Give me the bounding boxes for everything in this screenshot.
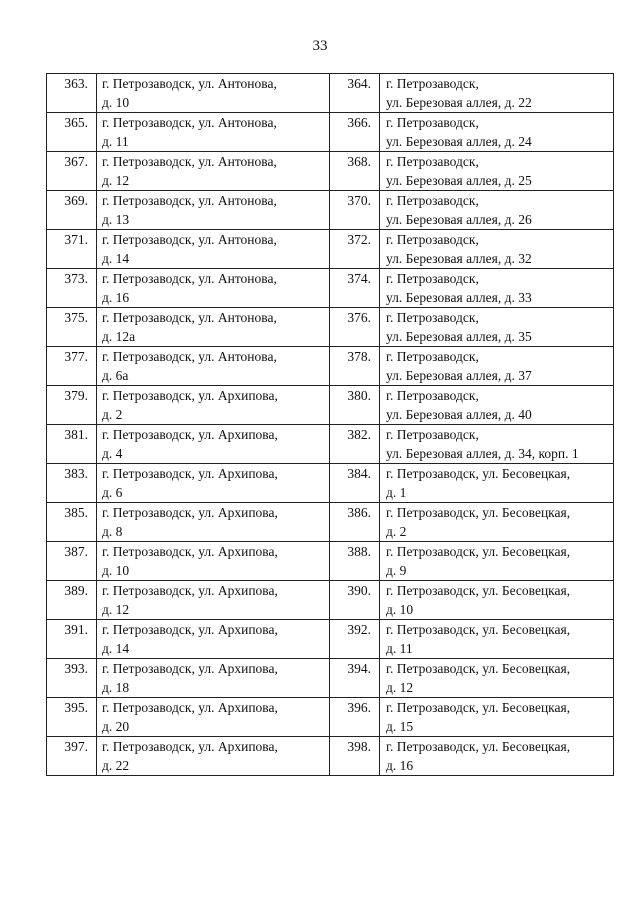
address-cell <box>380 74 614 113</box>
address-line1: г. Петрозаводск, ул. Бесовецкая, <box>386 661 571 676</box>
address-line2: д. 1 <box>386 485 407 500</box>
address-line2: ул. Березовая аллея, д. 22 <box>386 95 532 110</box>
address-line1: г. Петрозаводск, ул. Антонова, <box>102 232 277 247</box>
address-line2: ул. Березовая аллея, д. 37 <box>386 368 532 383</box>
entry-number: 394. <box>330 659 380 698</box>
entry-number: 382. <box>330 425 380 464</box>
address-line1: г. Петрозаводск, <box>386 271 479 286</box>
address-line2: д. 10 <box>102 563 130 578</box>
entry-number: 370. <box>330 191 380 230</box>
table-row <box>47 152 614 191</box>
entry-number: 388. <box>330 542 380 581</box>
entry-number: 383. <box>47 464 97 503</box>
address-line2: д. 14 <box>102 641 130 656</box>
address-line1: г. Петрозаводск, ул. Антонова, <box>102 349 277 364</box>
address-line2: д. 12 <box>102 602 130 617</box>
entry-number: 393. <box>47 659 97 698</box>
entry-number: 369. <box>47 191 97 230</box>
entry-number: 386. <box>330 503 380 542</box>
address-cell <box>97 113 330 152</box>
address-cell <box>97 308 330 347</box>
entry-number: 377. <box>47 347 97 386</box>
entry-number: 391. <box>47 620 97 659</box>
address-line1: г. Петрозаводск, ул. Антонова, <box>102 193 277 208</box>
address-line2: д. 13 <box>102 212 130 227</box>
address-cell <box>97 347 330 386</box>
address-cell <box>380 347 614 386</box>
address-cell <box>97 581 330 620</box>
table-row <box>47 737 614 776</box>
address-line1: г. Петрозаводск, ул. Бесовецкая, <box>386 700 571 715</box>
table-row <box>47 113 614 152</box>
address-line1: г. Петрозаводск, ул. Архипова, <box>102 505 278 520</box>
address-table-body <box>47 74 614 776</box>
address-line1: г. Петрозаводск, ул. Антонова, <box>102 115 277 130</box>
entry-number: 368. <box>330 152 380 191</box>
entry-number: 375. <box>47 308 97 347</box>
address-line1: г. Петрозаводск, ул. Бесовецкая, <box>386 583 571 598</box>
table-row <box>47 620 614 659</box>
address-line2: д. 6а <box>102 368 129 383</box>
address-cell <box>380 308 614 347</box>
address-cell <box>97 191 330 230</box>
address-line1: г. Петрозаводск, ул. Антонова, <box>102 271 277 286</box>
address-line2: д. 16 <box>386 758 414 773</box>
address-cell <box>97 503 330 542</box>
address-line1: г. Петрозаводск, <box>386 310 479 325</box>
address-line2: ул. Березовая аллея, д. 40 <box>386 407 532 422</box>
address-cell <box>97 620 330 659</box>
entry-number: 365. <box>47 113 97 152</box>
address-cell <box>97 152 330 191</box>
address-line2: ул. Березовая аллея, д. 32 <box>386 251 532 266</box>
table-row <box>47 386 614 425</box>
address-cell <box>380 620 614 659</box>
table-row <box>47 425 614 464</box>
address-cell <box>380 230 614 269</box>
address-line1: г. Петрозаводск, <box>386 193 479 208</box>
address-line1: г. Петрозаводск, ул. Архипова, <box>102 622 278 637</box>
address-line1: г. Петрозаводск, ул. Бесовецкая, <box>386 622 571 637</box>
address-line1: г. Петрозаводск, ул. Архипова, <box>102 388 278 403</box>
entry-number: 384. <box>330 464 380 503</box>
address-line1: г. Петрозаводск, ул. Бесовецкая, <box>386 505 571 520</box>
entry-number: 380. <box>330 386 380 425</box>
address-line2: ул. Березовая аллея, д. 33 <box>386 290 532 305</box>
address-line2: д. 18 <box>102 680 130 695</box>
address-line2: д. 10 <box>102 95 130 110</box>
address-line1: г. Петрозаводск, <box>386 115 479 130</box>
entry-number: 396. <box>330 698 380 737</box>
entry-number: 372. <box>330 230 380 269</box>
address-line1: г. Петрозаводск, ул. Архипова, <box>102 583 278 598</box>
entry-number: 374. <box>330 269 380 308</box>
entry-number: 397. <box>47 737 97 776</box>
address-line2: д. 12а <box>102 329 136 344</box>
address-line2: д. 10 <box>386 602 414 617</box>
table-row <box>47 269 614 308</box>
address-cell <box>97 230 330 269</box>
address-line1: г. Петрозаводск, <box>386 232 479 247</box>
address-line2: ул. Березовая аллея, д. 35 <box>386 329 532 344</box>
address-line1: г. Петрозаводск, <box>386 349 479 364</box>
entry-number: 367. <box>47 152 97 191</box>
address-cell <box>97 659 330 698</box>
address-line2: ул. Березовая аллея, д. 25 <box>386 173 532 188</box>
address-line1: г. Петрозаводск, ул. Архипова, <box>102 427 278 442</box>
address-line1: г. Петрозаводск, <box>386 427 479 442</box>
address-cell <box>380 581 614 620</box>
address-line2: д. 15 <box>386 719 414 734</box>
address-cell <box>380 191 614 230</box>
address-line2: д. 22 <box>102 758 130 773</box>
address-line1: г. Петрозаводск, <box>386 388 479 403</box>
entry-number: 381. <box>47 425 97 464</box>
address-line1: г. Петрозаводск, ул. Архипова, <box>102 466 278 481</box>
address-line2: д. 6 <box>102 485 123 500</box>
entry-number: 376. <box>330 308 380 347</box>
entry-number: 390. <box>330 581 380 620</box>
address-line1: г. Петрозаводск, <box>386 76 479 91</box>
address-line2: д. 14 <box>102 251 130 266</box>
entry-number: 366. <box>330 113 380 152</box>
entry-number: 371. <box>47 230 97 269</box>
table-row <box>47 698 614 737</box>
address-cell <box>97 698 330 737</box>
table-row <box>47 230 614 269</box>
address-line2: д. 9 <box>386 563 407 578</box>
address-cell <box>97 74 330 113</box>
entry-number: 395. <box>47 698 97 737</box>
address-line1: г. Петрозаводск, ул. Архипова, <box>102 544 278 559</box>
address-cell <box>380 113 614 152</box>
address-line1: г. Петрозаводск, ул. Архипова, <box>102 700 278 715</box>
address-line1: г. Петрозаводск, ул. Бесовецкая, <box>386 466 571 481</box>
address-line2: д. 8 <box>102 524 123 539</box>
address-line2: д. 20 <box>102 719 130 734</box>
address-table <box>46 73 614 776</box>
address-cell <box>380 269 614 308</box>
entry-number: 385. <box>47 503 97 542</box>
address-line1: г. Петрозаводск, ул. Антонова, <box>102 154 277 169</box>
table-row <box>47 191 614 230</box>
address-cell <box>97 737 330 776</box>
table-row <box>47 659 614 698</box>
address-cell <box>380 542 614 581</box>
table-row <box>47 542 614 581</box>
entry-number: 363. <box>47 74 97 113</box>
address-line1: г. Петрозаводск, <box>386 154 479 169</box>
entry-number: 398. <box>330 737 380 776</box>
entry-number: 389. <box>47 581 97 620</box>
address-line2: д. 2 <box>102 407 123 422</box>
address-line2: ул. Березовая аллея, д. 24 <box>386 134 532 149</box>
address-line1: г. Петрозаводск, ул. Бесовецкая, <box>386 544 571 559</box>
address-line2: ул. Березовая аллея, д. 34, корп. 1 <box>386 446 579 461</box>
address-cell <box>380 152 614 191</box>
address-cell <box>380 503 614 542</box>
address-cell <box>380 386 614 425</box>
address-cell <box>380 737 614 776</box>
address-line2: д. 11 <box>102 134 129 149</box>
entry-number: 392. <box>330 620 380 659</box>
address-line1: г. Петрозаводск, ул. Архипова, <box>102 739 278 754</box>
address-cell <box>380 659 614 698</box>
entry-number: 379. <box>47 386 97 425</box>
address-line1: г. Петрозаводск, ул. Антонова, <box>102 310 277 325</box>
entry-number: 364. <box>330 74 380 113</box>
table-row <box>47 503 614 542</box>
address-line2: д. 4 <box>102 446 123 461</box>
address-line2: ул. Березовая аллея, д. 26 <box>386 212 532 227</box>
page-number: 33 <box>312 38 328 54</box>
address-cell <box>380 425 614 464</box>
table-row <box>47 347 614 386</box>
address-line1: г. Петрозаводск, ул. Бесовецкая, <box>386 739 571 754</box>
address-cell <box>97 425 330 464</box>
table-row <box>47 464 614 503</box>
address-cell <box>97 464 330 503</box>
table-row <box>47 308 614 347</box>
address-line2: д. 11 <box>386 641 413 656</box>
table-row <box>47 581 614 620</box>
address-line2: д. 12 <box>102 173 130 188</box>
address-cell <box>97 386 330 425</box>
address-line1: г. Петрозаводск, ул. Архипова, <box>102 661 278 676</box>
address-line2: д. 16 <box>102 290 130 305</box>
table-row <box>47 74 614 113</box>
address-line2: д. 12 <box>386 680 414 695</box>
address-line1: г. Петрозаводск, ул. Антонова, <box>102 76 277 91</box>
address-cell <box>380 464 614 503</box>
address-cell <box>380 698 614 737</box>
entry-number: 387. <box>47 542 97 581</box>
address-cell <box>97 269 330 308</box>
address-line2: д. 2 <box>386 524 407 539</box>
entry-number: 373. <box>47 269 97 308</box>
entry-number: 378. <box>330 347 380 386</box>
address-cell <box>97 542 330 581</box>
